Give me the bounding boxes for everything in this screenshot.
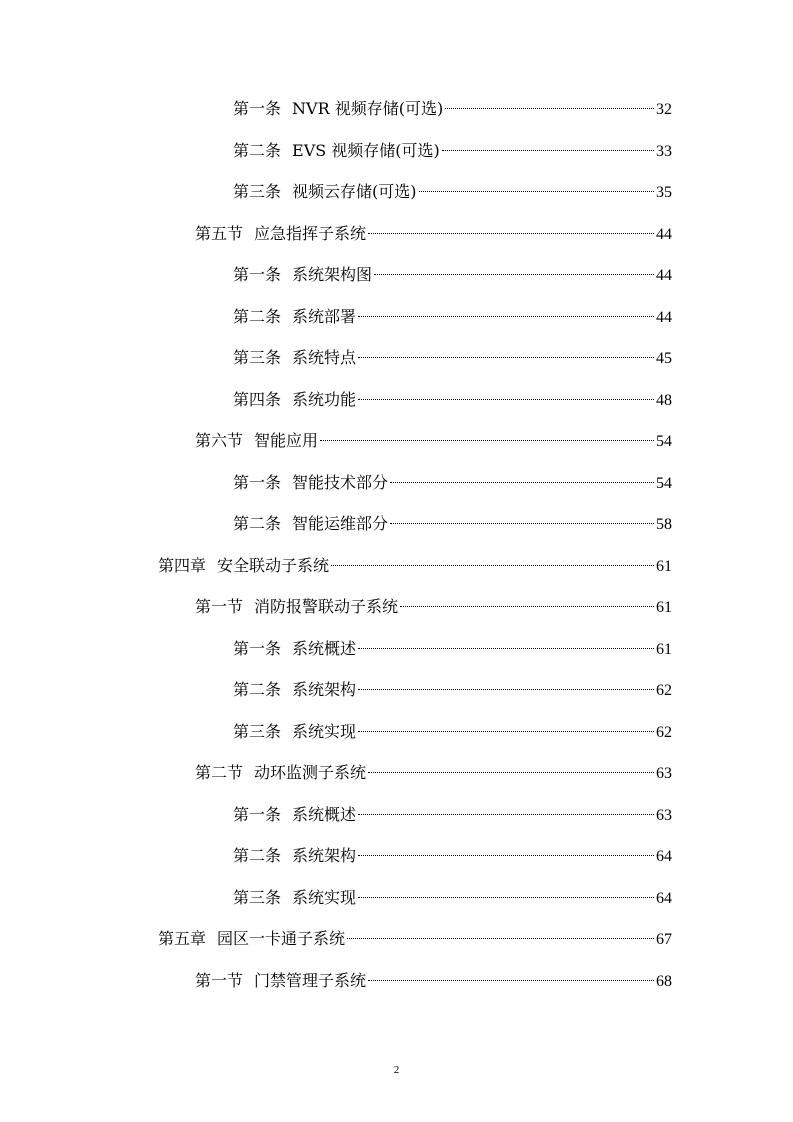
toc-entry-page: 54 xyxy=(656,475,672,492)
toc-entry-section[interactable] xyxy=(195,761,672,785)
toc-entry-section[interactable] xyxy=(195,969,672,993)
toc-entry-article[interactable] xyxy=(233,637,672,661)
toc-entry-number: 第三条 xyxy=(233,888,282,907)
toc-entry-number: 第二条 xyxy=(233,680,282,699)
toc-entry-section[interactable] xyxy=(195,222,672,246)
toc-entry-number: 第三条 xyxy=(233,182,282,201)
toc-entry-page: 62 xyxy=(656,682,672,699)
toc-entry-page: 67 xyxy=(656,931,672,948)
toc-entry-title: 系统特点 xyxy=(292,348,357,367)
toc-entry-number: 第三条 xyxy=(233,722,282,741)
toc-entry-title: 系统部署 xyxy=(292,307,357,326)
toc-entry-title: 系统实现 xyxy=(292,722,357,741)
toc-entry-number: 第三条 xyxy=(233,348,282,367)
dot-leader xyxy=(358,648,654,649)
toc-entry-title: 智能技术部分 xyxy=(292,473,389,492)
toc-entry-article[interactable] xyxy=(233,97,672,121)
toc-entry-page: 61 xyxy=(656,558,672,575)
toc-entry-title: NVR 视频存储(可选) xyxy=(292,99,444,118)
toc-entry-number: 第一条 xyxy=(233,473,282,492)
toc-entry-page: 61 xyxy=(656,599,672,616)
toc-entry-title: 视频云存储(可选) xyxy=(292,182,417,201)
toc-entry-article[interactable] xyxy=(233,678,672,702)
dot-leader xyxy=(419,191,654,192)
dot-leader xyxy=(368,980,654,981)
dot-leader xyxy=(358,731,654,732)
toc-entry-article[interactable] xyxy=(233,180,672,204)
toc-entry-page: 63 xyxy=(656,765,672,782)
toc-entry-page: 63 xyxy=(656,807,672,824)
dot-leader xyxy=(374,274,654,275)
dot-leader xyxy=(358,399,654,400)
toc-entry-article[interactable] xyxy=(233,844,672,868)
toc-entry-title: 系统架构 xyxy=(292,846,357,865)
toc-entry-page: 48 xyxy=(656,392,672,409)
toc-entry-section[interactable] xyxy=(195,429,672,453)
toc-entry-number: 第四章 xyxy=(158,556,207,575)
dot-leader xyxy=(368,233,654,234)
toc-entry-chapter[interactable] xyxy=(158,927,672,951)
toc-entry-title: EVS 视频存储(可选) xyxy=(292,141,440,160)
toc-entry-article[interactable] xyxy=(233,512,672,536)
toc-entry-article[interactable] xyxy=(233,388,672,412)
toc-entry-number: 第六节 xyxy=(195,431,244,450)
toc-entry-title: 系统功能 xyxy=(292,390,357,409)
toc-entry-number: 第二条 xyxy=(233,307,282,326)
dot-leader xyxy=(358,814,654,815)
toc-entry-number: 第四条 xyxy=(233,390,282,409)
toc-entry-page: 33 xyxy=(656,143,672,160)
toc-entry-title: 安全联动子系统 xyxy=(217,556,330,575)
toc-entry-article[interactable] xyxy=(233,139,672,163)
toc-entry-chapter[interactable] xyxy=(158,554,672,578)
dot-leader xyxy=(400,606,654,607)
toc-entry-page: 32 xyxy=(656,101,672,118)
toc-entry-page: 54 xyxy=(656,433,672,450)
toc-entry-number: 第二节 xyxy=(195,763,244,782)
dot-leader xyxy=(358,357,654,358)
toc-entry-number: 第五章 xyxy=(158,929,207,948)
toc-entry-title: 门禁管理子系统 xyxy=(254,971,367,990)
dot-leader xyxy=(358,897,654,898)
toc-entry-number: 第二条 xyxy=(233,514,282,533)
toc-entry-article[interactable] xyxy=(233,720,672,744)
page-number: 2 xyxy=(393,1064,400,1076)
toc-entry-title: 动环监测子系统 xyxy=(254,763,367,782)
toc-entry-page: 44 xyxy=(656,226,672,243)
toc-entry-page: 64 xyxy=(656,848,672,865)
toc-entry-number: 第一条 xyxy=(233,639,282,658)
toc-entry-article[interactable] xyxy=(233,471,672,495)
toc-entry-number: 第一条 xyxy=(233,805,282,824)
toc-entry-title: 园区一卡通子系统 xyxy=(217,929,346,948)
toc-entry-section[interactable] xyxy=(195,595,672,619)
toc-entry-number: 第二条 xyxy=(233,846,282,865)
toc-entry-article[interactable] xyxy=(233,886,672,910)
toc-entry-page: 44 xyxy=(656,267,672,284)
toc-entry-title: 系统概述 xyxy=(292,805,357,824)
dot-leader xyxy=(320,440,654,441)
toc-entry-article[interactable] xyxy=(233,803,672,827)
toc-entry-title: 智能运维部分 xyxy=(292,514,389,533)
toc-entry-title: 系统架构图 xyxy=(292,265,373,284)
toc-entry-page: 44 xyxy=(656,309,672,326)
dot-leader xyxy=(442,150,654,151)
toc-entry-article[interactable] xyxy=(233,346,672,370)
toc-entry-number: 第一节 xyxy=(195,971,244,990)
dot-leader xyxy=(390,523,654,524)
toc-entry-page: 62 xyxy=(656,724,672,741)
toc-entry-title: 智能应用 xyxy=(254,431,319,450)
toc-entry-title: 系统实现 xyxy=(292,888,357,907)
dot-leader xyxy=(368,772,654,773)
toc-entry-page: 64 xyxy=(656,890,672,907)
dot-leader xyxy=(358,316,654,317)
dot-leader xyxy=(445,108,654,109)
dot-leader xyxy=(358,689,654,690)
toc-entry-title: 应急指挥子系统 xyxy=(254,224,367,243)
dot-leader xyxy=(390,482,654,483)
toc-entry-number: 第一条 xyxy=(233,99,282,118)
toc-entry-page: 45 xyxy=(656,350,672,367)
toc-entry-page: 35 xyxy=(656,184,672,201)
toc-entry-page: 61 xyxy=(656,641,672,658)
dot-leader xyxy=(347,938,654,939)
toc-entry-title: 系统概述 xyxy=(292,639,357,658)
toc-entry-page: 58 xyxy=(656,516,672,533)
toc-entry-number: 第五节 xyxy=(195,224,244,243)
dot-leader xyxy=(331,565,654,566)
toc-entry-article[interactable] xyxy=(233,305,672,329)
dot-leader xyxy=(358,855,654,856)
toc-entry-number: 第二条 xyxy=(233,141,282,160)
toc-entry-page: 68 xyxy=(656,973,672,990)
toc-entry-number: 第一条 xyxy=(233,265,282,284)
toc-entry-number: 第一节 xyxy=(195,597,244,616)
toc-entry-title: 系统架构 xyxy=(292,680,357,699)
toc-entry-article[interactable] xyxy=(233,263,672,287)
toc-entry-title: 消防报警联动子系统 xyxy=(254,597,399,616)
